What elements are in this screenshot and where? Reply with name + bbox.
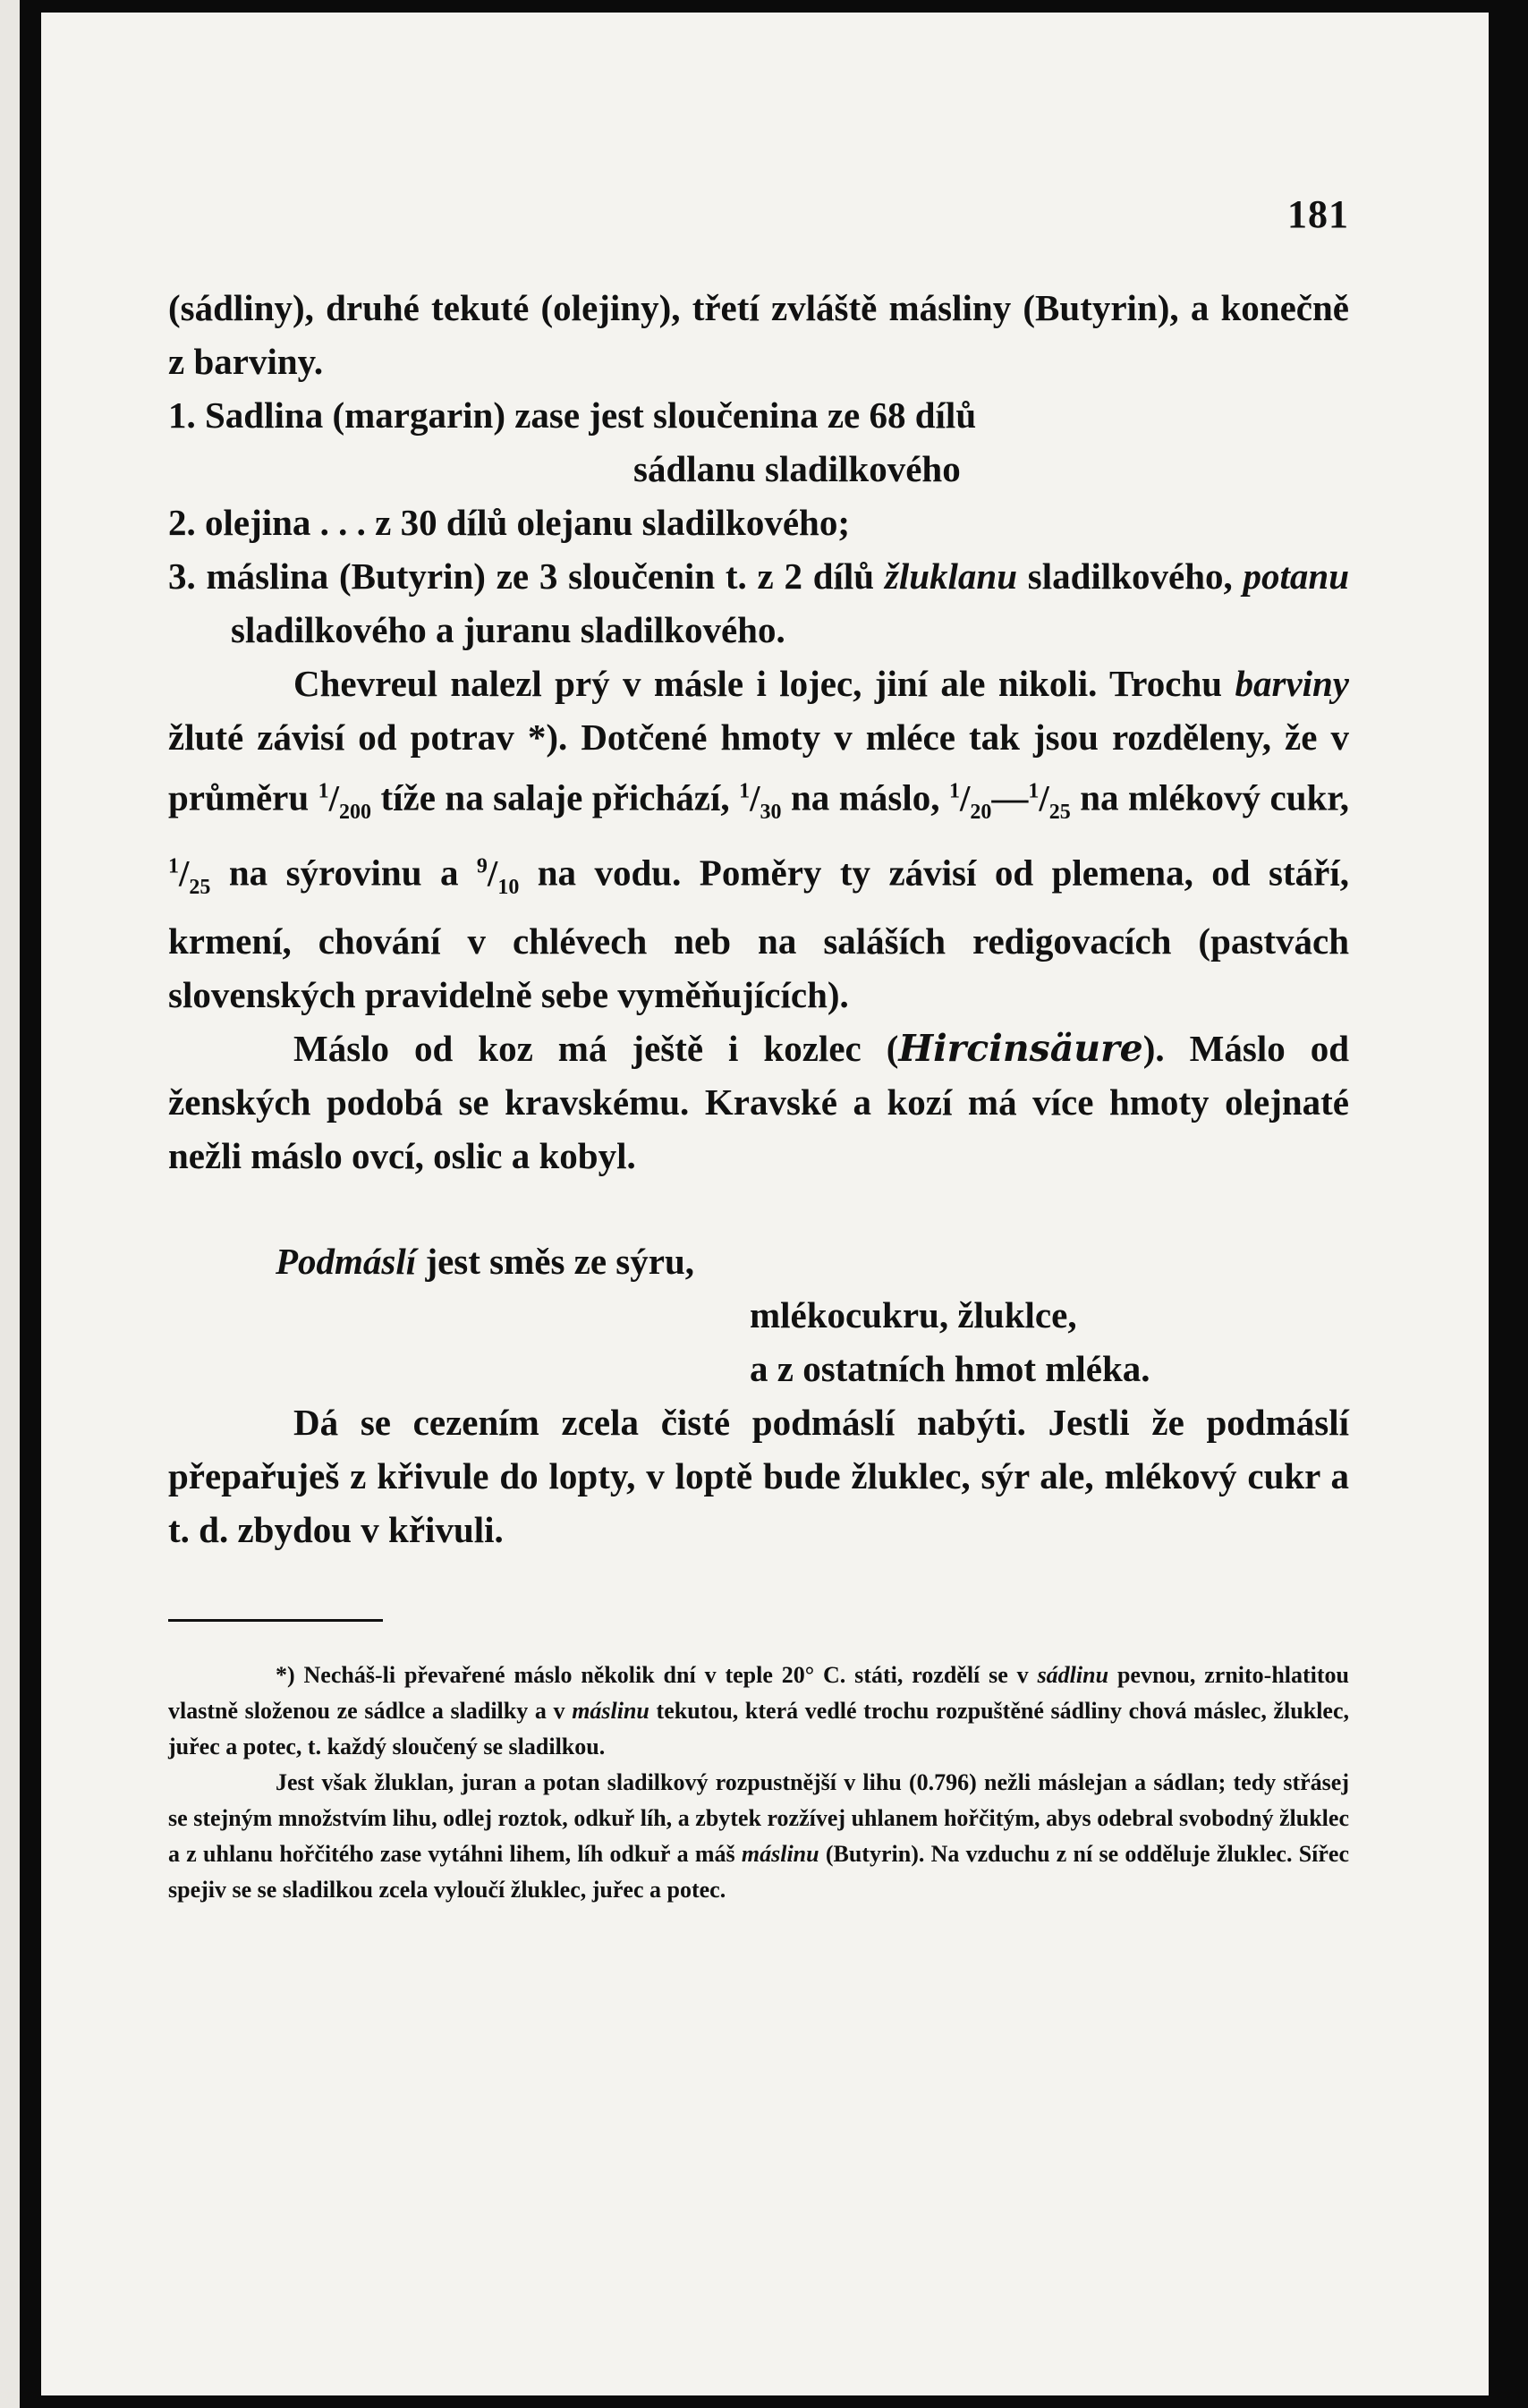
list-item-1-sub: sádlanu sladilkového [633,448,961,489]
footnote-1 [168,1658,1349,1765]
book-page [41,13,1489,2395]
buttermilk-definition [168,1234,1349,1395]
page-content [168,191,1349,1908]
para2-g: na vodu. Poměry ty závisí od plemena, od stáří, krmení, chování v chlévech neb na saláších redigovacích (pastvách slovenských pravidelně sebe vyměňujících). [168,852,1350,1015]
footnote-2-em: máslinu [741,1840,819,1867]
footnote-2-b: (Butyrin). Na vzduchu z ní se odděluje žluklec. Sířec spejiv se se sladilkou zcela vyloučí žluklec, juřec a potec. [168,1840,1349,1903]
list-item-3-c: sladilkového a juranu sladilkového. [231,609,785,650]
page-number: 181 [1287,192,1349,236]
paragraph-goat-butter [168,1022,1349,1183]
fraction-5-num: 1 [168,853,179,878]
fraction-4-num: 1 [1028,779,1040,802]
list-item-2: 2. olejina . . . z 30 dílů olejanu sladilkového; [168,502,851,543]
fraction-3-den: 20 [970,800,992,824]
para2-f: na sýrovinu a [210,852,477,894]
fraction-6-den: 10 [497,875,520,899]
fraction-2-den: 30 [760,800,782,824]
paragraph-buttermilk: Dá se cezením zcela čisté podmáslí nabýti. Jestli že podmáslí přepařuješ z křivule do lopty, v loptě bude žluklec, sýr ale, mlékový cukr a t. d. zbydou v křivuli. [168,1401,1349,1550]
buttermilk-line-1 [168,1234,1349,1288]
buttermilk-line-2: mlékocukru, žluklce, [750,1293,1077,1335]
para2-c: tíže na salaje přichází, [371,776,740,818]
buttermilk-line-1-rest: jest směs ze sýru, [416,1240,695,1282]
list-item-3-em1: žluklanu [884,555,1018,597]
paragraph-composition [168,657,1349,1022]
fraction-1-den: 200 [339,800,372,824]
footnote-1-b: pevnou, zrnito-hlatitou vlastně složenou ze sádlce a sladilky a v [168,1661,1349,1724]
para2-e: na mlékový cukr, [1070,776,1349,818]
list-item-1-text: 1. Sadlina (margarin) zase jest sloučenina ze 68 dílů [168,394,977,436]
footnote-1-c: tekutou, která vedlé trochu rozpuštěné sádliny chová máslec, žluklec, juřec a potec, t. každý sloučený se sladilkou. [168,1697,1349,1759]
para2-em: barviny [1235,663,1349,704]
fraction-4-den: 25 [1048,800,1071,824]
fraction-1: $^1/_{200}$ [318,776,372,824]
list-item-3-a: 3. máslina (Butyrin) ze 3 sloučenin t. z 2 dílů [168,555,885,597]
fraction-1-num: 1 [318,779,329,802]
footnote-1-a: *) Necháš-li převařené máslo několik dní v teple 20° C. státi, rozdělí se v [276,1661,1038,1688]
intro-paragraph: (sádliny), druhé tekuté (olejiny), třetí zvláště másliny (Butyrin), a konečně z barviny. [168,287,1349,382]
para3-fraktur: Hircinsäure [898,1026,1143,1070]
fraction-2: $^1/_{30}$ [739,776,782,824]
footnote-divider [168,1619,383,1622]
fraction-6: $^9/_{10}$ [476,852,520,899]
para2-b: žluté závisí od potrav *). Dotčené hmoty v mléce tak jsou rozděleny, že v průměru [168,716,1349,818]
fraction-5-den: 25 [189,875,211,899]
para3-a: Máslo od koz má ještě i kozlec ( [293,1027,899,1069]
para2-dash: — [991,776,1029,818]
list-item-3 [168,549,1349,657]
list-item-3-em2: potanu [1243,555,1349,597]
list-item-1 [168,388,1349,496]
para3-b: ). Máslo od ženských podobá se kravskému. Kravské a kozí má více hmoty olejnaté nežli máslo ovcí, oslic a kobyl. [168,1027,1349,1176]
para2-d: na máslo, [781,776,949,818]
fraction-2-num: 1 [739,779,751,802]
fraction-3-num: 1 [948,779,960,802]
para2-a: Chevreul nalezl prý v másle i lojec, jiní ale nikoli. Trochu [293,663,1235,704]
footnotes [168,1658,1349,1908]
adjacent-page-edge [0,0,20,2408]
fraction-3: $^1/_{20}$ [948,776,992,824]
footnote-1-em2: máslinu [572,1697,649,1724]
main-text [168,281,1349,1183]
footnote-2-a: Jest však žluklan, juran a potan sladilkový rozpustnější v lihu (0.796) nežli máslejan a sádlan; tedy střásej se stejným množstvím lihu, odlej roztok, odkuř líh, a zbytek rozžívej uhlanem hořčitým, abys odebral svobodný žluklec a z uhlanu hořčitého zase vytáhni lihem, líh odkuř a máš [168,1768,1349,1867]
footnote-1-em1: sádlinu [1037,1661,1109,1688]
buttermilk-line-3: a z ostatních hmot mléka. [750,1347,1150,1389]
fraction-5: $^1/_{25}$ [168,852,211,899]
main-text-2 [168,1395,1349,1556]
footnote-2 [168,1765,1349,1908]
list-item-3-b: sladilkového, [1017,555,1244,597]
fraction-6-num: 9 [476,853,488,878]
fraction-4: $^1/_{25}$ [1028,776,1071,824]
buttermilk-term: Podmáslí [276,1240,417,1282]
